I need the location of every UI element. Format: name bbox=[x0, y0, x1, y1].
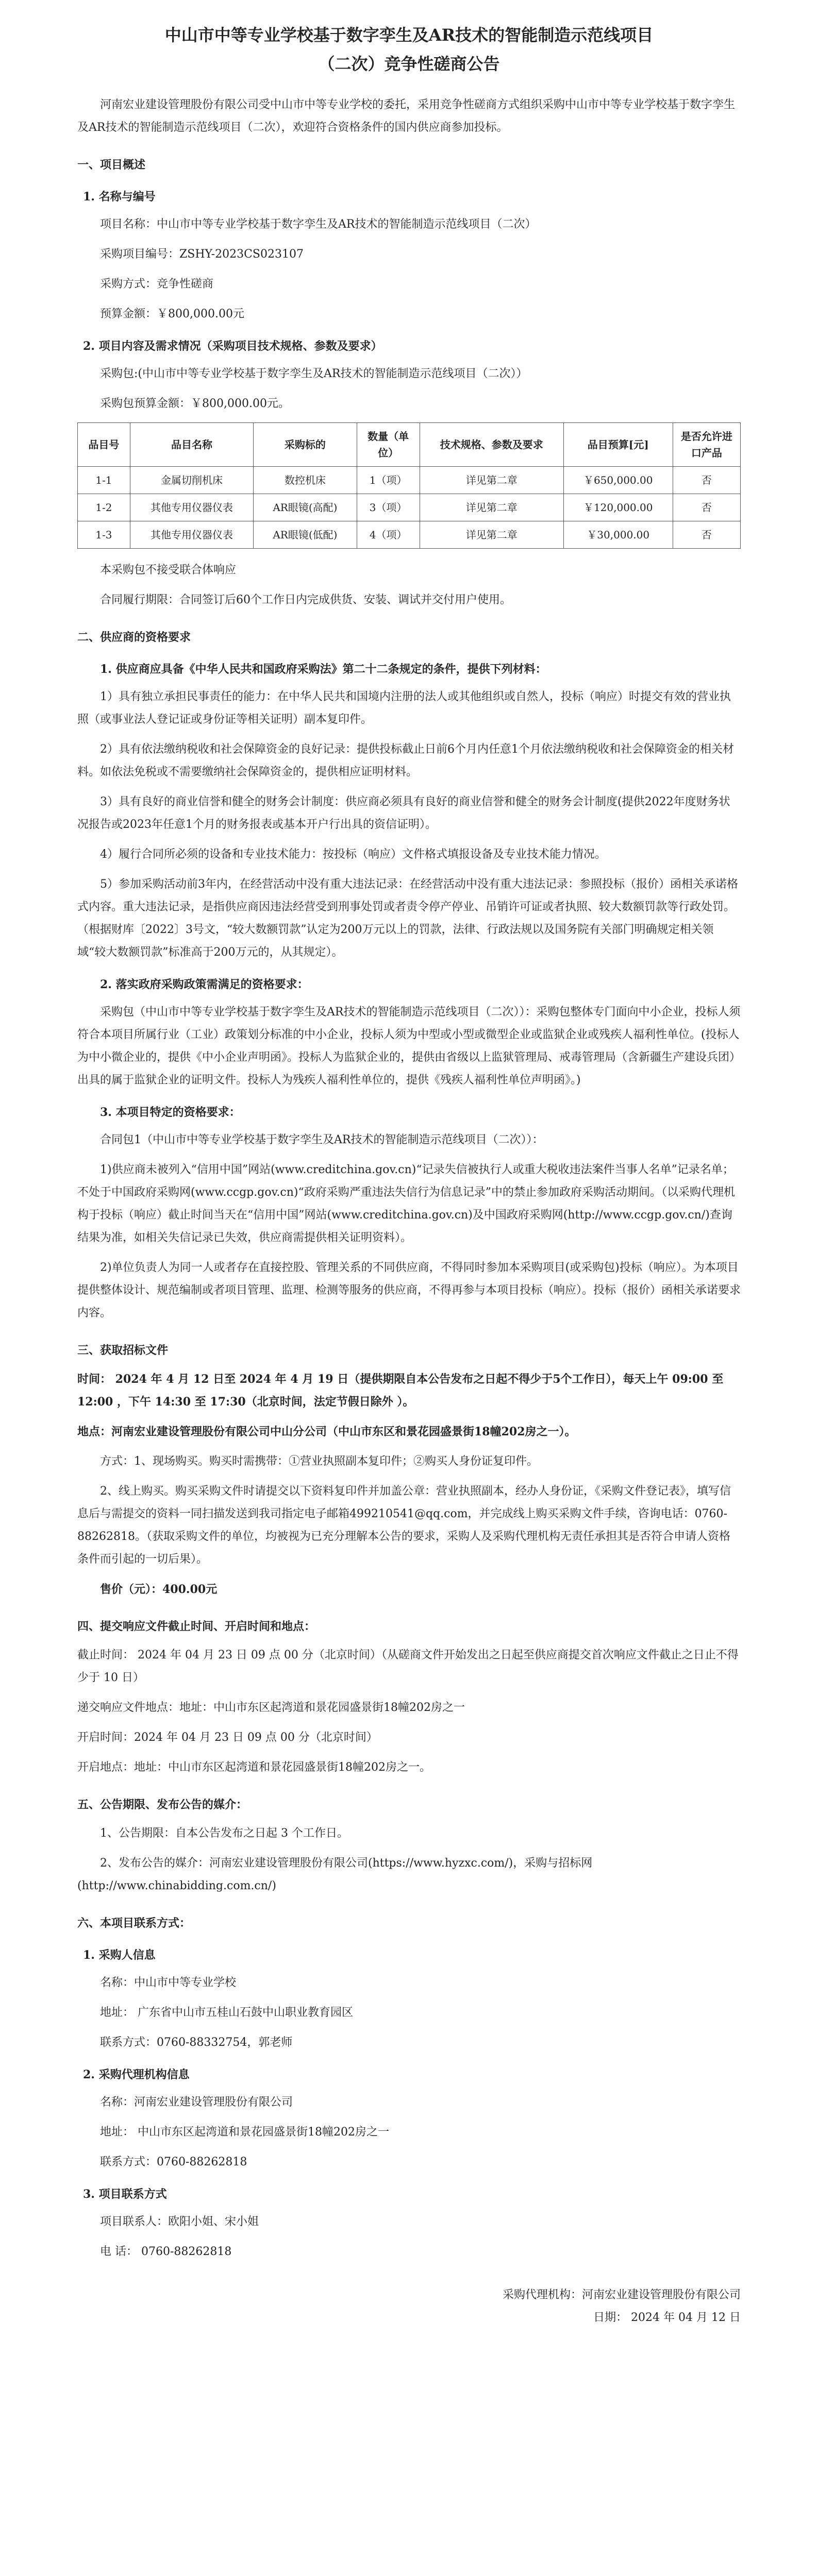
cell-item-no: 1-3 bbox=[78, 521, 130, 549]
cell-budget: ￥120,000.00 bbox=[563, 494, 673, 521]
special-item-1: 1)供应商未被列入“信用中国”网站(www.creditchina.gov.cn)“记录失信被执行人或重大税收违法案件当事人名单”记录名单；不处于中国政府采购网(www.ccgp.gov.cn)“政府采购严重违法失信行为信息记录”中的禁止参加政府采购活动期间。（以采购代理机构于投标（响应）截止时间当天在“信用中国”网站(www.creditchina.gov.cn)及中国政府采购网(http://www.ccgp.gov.cn/)查询结果为准，如相关失信记录已失效，供应商需提供相关证明资料）。 bbox=[77, 1163, 735, 1244]
cell-spec: 详见第二章 bbox=[420, 521, 563, 549]
document-price: 售价（元）：400.00元 bbox=[100, 1583, 218, 1596]
cell-budget: ￥650,000.00 bbox=[563, 467, 673, 494]
project-number: 采购项目编号：ZSHY-2023CS023107 bbox=[100, 248, 304, 261]
signature-block bbox=[77, 2284, 741, 2329]
agent-name: 名称：河南宏业建设管理股份有限公司 bbox=[100, 2096, 293, 2109]
section-1-heading: 一、项目概述 bbox=[77, 158, 146, 172]
section-2-heading: 二、供应商的资格要求 bbox=[77, 631, 191, 644]
cell-target: AR眼镜(高配) bbox=[254, 494, 357, 521]
budget-amount: 预算金额：￥800,000.00元 bbox=[100, 308, 244, 320]
cell-item-no: 1-1 bbox=[78, 467, 130, 494]
signature-date: 日期： 2024 年 04 月 12 日 bbox=[593, 2311, 741, 2324]
section-6-heading: 六、本项目联系方式： bbox=[77, 1917, 191, 1930]
qualification-law-heading: 1. 供应商应具备《中华人民共和国政府采购法》第二十二条规定的条件，提供下列材料： bbox=[100, 663, 547, 676]
buyer-address: 地址： 广东省中山市五桂山石鼓中山职业教育园区 bbox=[100, 2006, 353, 2019]
cell-item-name: 金属切削机床 bbox=[130, 467, 253, 494]
cell-quantity: 4（项） bbox=[357, 521, 420, 549]
header-budget: 品目预算[元] bbox=[563, 423, 673, 467]
intro-paragraph: 河南宏业建设管理股份有限公司受中山市中等专业学校的委托，采用竞争性磋商方式组织采购中山市中等专业学校基于数字孪生及AR技术的智能制造示范线项目（二次），欢迎符合资格条件的国内供应商参加投标。 bbox=[77, 98, 736, 134]
project-name: 项目名称：中山市中等专业学校基于数字孪生及AR技术的智能制造示范线项目（二次） bbox=[100, 218, 537, 231]
cell-item-name: 其他专用仪器仪表 bbox=[130, 521, 253, 549]
header-item-name: 品目名称 bbox=[130, 423, 253, 467]
policy-heading: 2. 落实政府采购政策需满足的资格要求： bbox=[100, 978, 309, 991]
agent-contact: 联系方式：0760-88262818 bbox=[100, 2156, 247, 2168]
table-row bbox=[78, 521, 741, 549]
header-spec: 技术规格、参数及要求 bbox=[420, 423, 563, 467]
cell-quantity: 3（项） bbox=[357, 494, 420, 521]
qualification-item-2: 2）具有依法缴纳税收和社会保障资金的良好记录：提供投标截止日前6个月内任意1个月依法缴纳税收和社会保障资金的相关材料。如依法免税或不需要缴纳社会保障资金的，提供相应证明材料。 bbox=[77, 743, 734, 778]
cell-target: 数控机床 bbox=[254, 467, 357, 494]
buyer-name: 名称：中山市中等专业学校 bbox=[100, 1976, 237, 1989]
name-number-heading: 1. 名称与编号 bbox=[83, 190, 156, 204]
special-intro: 合同包1（中山市中等专业学校基于数字孪生及AR技术的智能制造示范线项目（二次））： bbox=[100, 1133, 544, 1146]
table-row bbox=[78, 467, 741, 494]
project-contact-phone: 电 话： 0760-88262818 bbox=[100, 2245, 232, 2258]
cell-spec: 详见第二章 bbox=[420, 494, 563, 521]
package-budget: 采购包预算金额：￥800,000.00元。 bbox=[100, 397, 290, 410]
agent-address: 地址： 中山市东区起湾道和景花园盛景街18幢202房之一 bbox=[100, 2126, 389, 2139]
agent-info-heading: 2. 采购代理机构信息 bbox=[83, 2068, 190, 2081]
header-import: 是否允许进口产品 bbox=[673, 423, 740, 467]
submission-deadline: 截止时间： 2024 年 04 月 23 日 09 点 00 分（北京时间）（从磋商文件开始发出之日起至供应商提交首次响应文件截止之日止不得少于 10 日） bbox=[77, 1649, 739, 1684]
cell-budget: ￥30,000.00 bbox=[563, 521, 673, 549]
opening-time: 开启时间：2024 年 04 月 23 日 09 点 00 分（北京时间） bbox=[77, 1731, 378, 1744]
contract-period: 合同履行期限：合同签订后60个工作日内完成供货、安装、调试并交付用户使用。 bbox=[100, 594, 511, 606]
signature-agent: 采购代理机构：河南宏业建设管理股份有限公司 bbox=[502, 2289, 741, 2301]
header-quantity: 数量（单位） bbox=[357, 423, 420, 467]
title-line-2: （二次）竞争性磋商公告 bbox=[318, 54, 500, 74]
cell-import: 否 bbox=[673, 467, 740, 494]
submission-place: 递交响应文件地点：地址：中山市东区起湾道和景花园盛景街18幢202房之一 bbox=[77, 1701, 465, 1714]
section-3-heading: 三、获取招标文件 bbox=[77, 1344, 169, 1357]
opening-place: 开启地点：地址：中山市东区起湾道和景花园盛景街18幢202房之一。 bbox=[77, 1761, 431, 1774]
cell-item-no: 1-2 bbox=[78, 494, 130, 521]
qualification-item-5: 5）参加采购活动前3年内，在经营活动中没有重大违法记录：在经营活动中没有重大违法记录：参照投标（报价）函相关承诺格式内容。重大违法记录，是指供应商因违法经营受到刑事处罚或者责令停产停业、吊销许可证或者执照、较大数额罚款等行政处罚。（根据财库〔2022〕3号文，“较大数额罚款”认定为200万元以上的罚款，法律、行政法规以及国务院有关部门明确规定相关领域“较大数额罚款”标准高于200万元的，从其规定）。 bbox=[77, 878, 738, 959]
header-target: 采购标的 bbox=[254, 423, 357, 467]
cell-spec: 详见第二章 bbox=[420, 467, 563, 494]
table-row bbox=[78, 494, 741, 521]
table-header-row bbox=[78, 423, 741, 467]
qualification-item-1: 1）具有独立承担民事责任的能力：在中华人民共和国境内注册的法人或其他组织或自然人，投标（响应）时提交有效的营业执照（或事业法人登记证或身份证等相关证明）副本复印件。 bbox=[77, 690, 731, 726]
announcement-period: 1、公告期限：自本公告发布之日起 3 个工作日。 bbox=[100, 1827, 348, 1840]
obtain-place: 地点：河南宏业建设管理股份有限公司中山分公司（中山市东区和景花园盛景街18幢202房之一）。 bbox=[77, 1425, 576, 1438]
cell-item-name: 其他专用仪器仪表 bbox=[130, 494, 253, 521]
package-name: 采购包:(中山市中等专业学校基于数字孪生及AR技术的智能制造示范线项目（二次）） bbox=[100, 367, 528, 380]
title-line-1: 中山市中等专业学校基于数字孪生及AR技术的智能制造示范线项目 bbox=[164, 25, 654, 45]
project-contact-heading: 3. 项目联系方式 bbox=[83, 2188, 167, 2201]
announcement-media: 2、发布公告的媒介：河南宏业建设管理股份有限公司(https://www.hyzxc.com/)，采购与招标网(http://www.chinabidding.com.cn/) bbox=[77, 1857, 593, 1892]
buyer-info-heading: 1. 采购人信息 bbox=[83, 1948, 156, 1962]
cell-target: AR眼镜(低配) bbox=[254, 521, 357, 549]
obtain-way-1: 方式：1、现场购买。购买时需携带：①营业执照副本复印件；②购买人身份证复印件。 bbox=[100, 1455, 538, 1468]
section-5-heading: 五、公告期限、发布公告的媒介： bbox=[77, 1798, 248, 1811]
policy-paragraph: 采购包（中山市中等专业学校基于数字孪生及AR技术的智能制造示范线项目（二次））：采购包整体专门面向中小企业，投标人须符合本项目所属行业（工业）政策划分标准的中小企业，投标人须为中型或小型或微型企业或监狱企业或残疾人福利性单位。(投标人为中小微企业的，提供《中小企业声明函》。投标人为监狱企业的，提供由省级以上监狱管理局、戒毒管理局（含新疆生产建设兵团）出具的属于监狱企业的证明文件。投标人为残疾人福利性单位的，提供《残疾人福利性单位声明函》。) bbox=[77, 1006, 741, 1087]
special-item-2: 2)单位负责人为同一人或者存在直接控股、管理关系的不同供应商，不得同时参加本采购项目(或采购包)投标（响应）。为本项目提供整体设计、规范编制或者项目管理、监理、检测等服务的供应商，不得再参与本项目投标（响应）。投标（报价）函相关承诺要求内容。 bbox=[77, 1261, 741, 1319]
cell-import: 否 bbox=[673, 521, 740, 549]
special-requirements-heading: 3. 本项目特定的资格要求： bbox=[100, 1106, 241, 1119]
cell-quantity: 1（项） bbox=[357, 467, 420, 494]
obtain-time: 时间： 2024 年 4 月 12 日至 2024 年 4 月 19 日（提供期限自本公告发布之日起不得少于5个工作日），每天上午 09:00 至 12:00 ，下午 14:30 至 17:30（北京时间，法定节假日除外 ）。 bbox=[77, 1372, 724, 1409]
items-table bbox=[77, 422, 741, 549]
content-requirements-heading: 2. 项目内容及需求情况（采购项目技术规格、参数及要求） bbox=[83, 340, 382, 353]
no-consortium-note: 本采购包不接受联合体响应 bbox=[100, 564, 237, 577]
qualification-item-3: 3）具有良好的商业信誉和健全的财务会计制度：供应商必须具有良好的商业信誉和健全的财务会计制度(提供2022年度财务状况报告或2023年任意1个月的财务报表或基本开户行出具的资信证明）。 bbox=[77, 795, 730, 831]
section-4-heading: 四、提交响应文件截止时间、开启时间和地点： bbox=[77, 1620, 316, 1633]
buyer-contact: 联系方式：0760-88332754，郭老师 bbox=[100, 2036, 293, 2049]
document-title bbox=[77, 21, 741, 78]
procurement-method: 采购方式：竞争性磋商 bbox=[100, 278, 214, 291]
obtain-way-2: 2、线上购买。购买采购文件时请提交以下资料复印件并加盖公章：营业执照副本，经办人身份证，《采购文件登记表》，填写信息后与需提交的资料一同扫描发送到我司指定电子邮箱499210541@qq.com，并完成线上购买采购文件手续，咨询电话：0760-88262818。（获取采购文件的单位，均被视为已充分理解本公告的要求，采购人及采购代理机构无责任承担其是否符合申请人资格条件而引起的一切后果）。 bbox=[77, 1485, 731, 1566]
qualification-item-4: 4）履行合同所必须的设备和专业技术能力：按投标（响应）文件格式填报设备及专业技术能力情况。 bbox=[100, 848, 607, 861]
cell-import: 否 bbox=[673, 494, 740, 521]
header-item-no: 品目号 bbox=[78, 423, 130, 467]
project-contact-person: 项目联系人：欧阳小姐、宋小姐 bbox=[100, 2215, 259, 2228]
